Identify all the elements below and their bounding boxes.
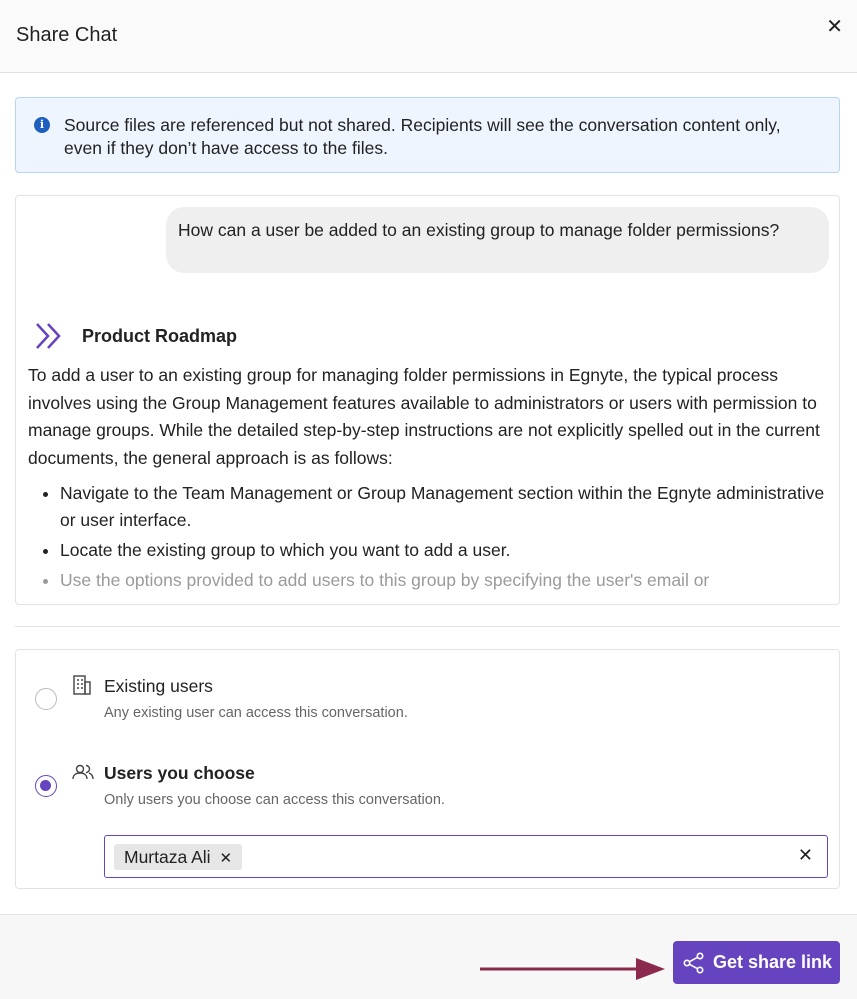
dialog-header xyxy=(0,0,857,73)
info-notice xyxy=(15,97,840,173)
access-options xyxy=(15,649,840,889)
user-picker-input[interactable] xyxy=(104,835,828,878)
answer-bullet: • Locate the existing group to which you want to add a user. xyxy=(60,537,828,564)
info-icon: i xyxy=(34,117,50,133)
bot-header xyxy=(34,322,237,350)
dialog-title: Share Chat xyxy=(16,24,118,46)
user-question: How can a user be added to an existing group to manage folder permissions? xyxy=(166,207,829,273)
notice-text: Source files are referenced but not shared. Recipients will see the conversation content only, even if they don’t have access to the files. xyxy=(64,115,781,158)
close-icon[interactable]: ✕ xyxy=(826,16,843,38)
answer-text: To add a user to an existing group for managing folder permissions in Egnyte, the typical process involves using the Group Management features available to administrators or users with permission to manage groups. While the detailed step-by-step instructions are not explicitly spelled out in the current documents, the general approach is as follows: xyxy=(28,365,820,468)
users-icon xyxy=(72,763,94,781)
chevrons-icon xyxy=(34,322,64,350)
dialog-footer xyxy=(0,914,857,999)
existing-users-desc: Any existing user can access this conversation. xyxy=(104,705,408,721)
chip-label: Murtaza Ali xyxy=(124,847,211,867)
chip-remove-icon[interactable]: ✕ xyxy=(219,850,233,867)
share-button-label: Get share link xyxy=(713,952,833,972)
answer-bullet: • Navigate to the Team Management or Group Management section within the Egnyte administrative or user interface. xyxy=(60,480,828,534)
existing-users-label: Existing users xyxy=(104,676,213,696)
bot-answer xyxy=(28,362,828,597)
bot-name: Product Roadmap xyxy=(82,325,238,346)
user-chip xyxy=(114,844,242,870)
building-icon xyxy=(72,674,92,696)
existing-users-radio[interactable] xyxy=(35,688,57,710)
share-icon xyxy=(683,952,705,974)
users-you-choose-label: Users you choose xyxy=(104,763,255,783)
arrow-annotation xyxy=(480,957,666,981)
answer-bullet: • Use the options provided to add users to this group by specifying the user's email or xyxy=(60,567,828,594)
clear-icon[interactable]: ✕ xyxy=(797,845,813,865)
chat-preview[interactable] xyxy=(15,195,840,605)
get-share-link-button[interactable] xyxy=(673,941,840,984)
users-you-choose-radio[interactable] xyxy=(35,775,57,797)
divider xyxy=(15,626,840,627)
users-you-choose-desc: Only users you choose can access this conversation. xyxy=(104,792,445,808)
